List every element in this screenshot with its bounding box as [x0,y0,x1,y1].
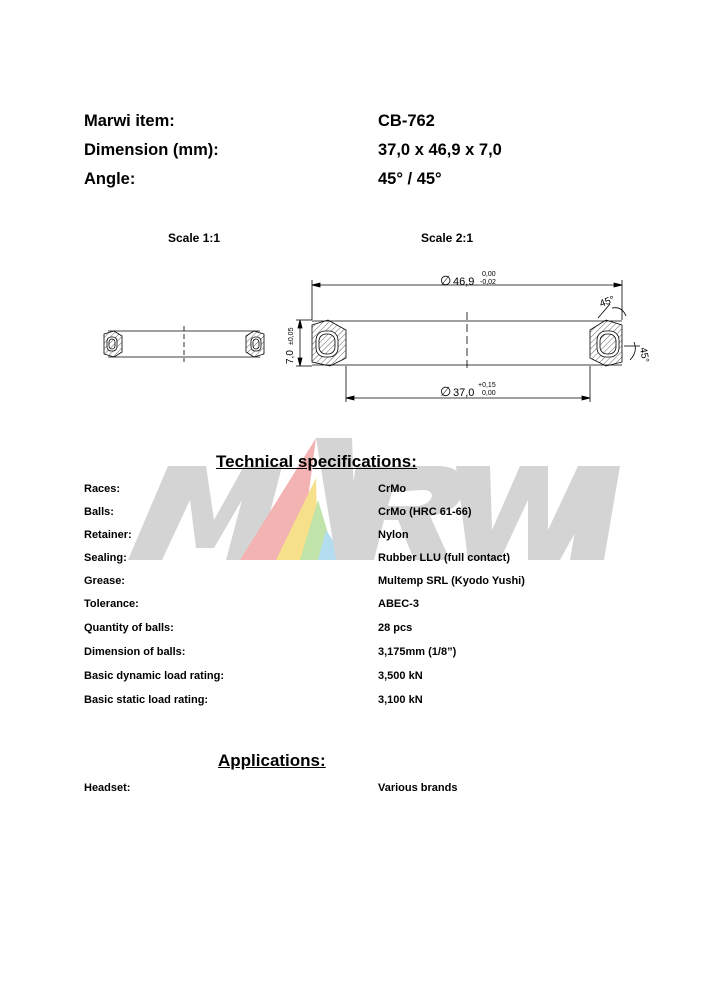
technical-specifications-title: Technical specifications: [216,452,417,471]
spec-label-sealing: Sealing: [84,552,127,564]
spec-value-grease: Multemp SRL (Kyodo Yushi) [378,575,525,587]
spec-value-dynamic-load: 3,500 kN [378,670,423,682]
scale-2-1-label: Scale 2:1 [421,231,474,245]
inner-tol-upper: +0,15 [478,382,496,389]
spec-label-grease: Grease: [84,575,125,587]
height-tol: ±0,05 [288,327,295,345]
inner-tol-lower: 0,00 [482,390,496,397]
height-value: 7,0 [285,350,296,364]
outer-diameter-value: 46,9 [453,276,475,288]
angle-value: 45° / 45° [378,170,442,188]
inner-diameter-symbol: ∅ [440,384,452,399]
spec-label-retainer: Retainer: [84,529,132,541]
item-label: Marwi item: [84,112,175,130]
angle-top-label: 45° [598,294,617,310]
angle-side-label: 45° [637,346,651,364]
spec-label-balls: Balls: [84,506,114,518]
dimension-label: Dimension (mm): [84,141,219,159]
application-label-headset: Headset: [84,782,131,794]
spec-label-dynamic-load: Basic dynamic load rating: [84,670,224,682]
outer-tol-upper: 0,00 [482,271,496,278]
spec-value-races: CrMo [378,483,407,495]
dimension-value: 37,0 x 46,9 x 7,0 [378,141,502,159]
spec-label-tolerance: Tolerance: [84,598,139,610]
angle-label: Angle: [84,170,136,188]
spec-value-tolerance: ABEC-3 [378,598,419,610]
bearing-scale-2-1 [296,280,640,402]
scale-1-1-label: Scale 1:1 [168,231,221,245]
spec-label-races: Races: [84,483,121,495]
outer-diameter-symbol: ∅ [440,273,452,288]
spec-value-balls: CrMo (HRC 61-66) [378,506,472,518]
spec-label-dimension-of-balls: Dimension of balls: [84,646,186,658]
applications-title: Applications: [218,751,326,770]
spec-value-retainer: Nylon [378,529,409,541]
spec-value-static-load: 3,100 kN [378,694,423,706]
spec-label-quantity-of-balls: Quantity of balls: [84,622,174,634]
spec-value-quantity-of-balls: 28 pcs [378,622,413,634]
item-value: CB-762 [378,112,435,130]
spec-value-dimension-of-balls: 3,175mm (1/8”) [378,646,457,658]
spec-label-static-load: Basic static load rating: [84,694,209,706]
outer-tol-lower: -0,02 [480,279,496,286]
application-value-headset: Various brands [378,782,458,794]
spec-value-sealing: Rubber LLU (full contact) [378,552,510,564]
bearing-scale-1-1 [104,326,264,362]
inner-diameter-value: 37,0 [453,387,475,399]
